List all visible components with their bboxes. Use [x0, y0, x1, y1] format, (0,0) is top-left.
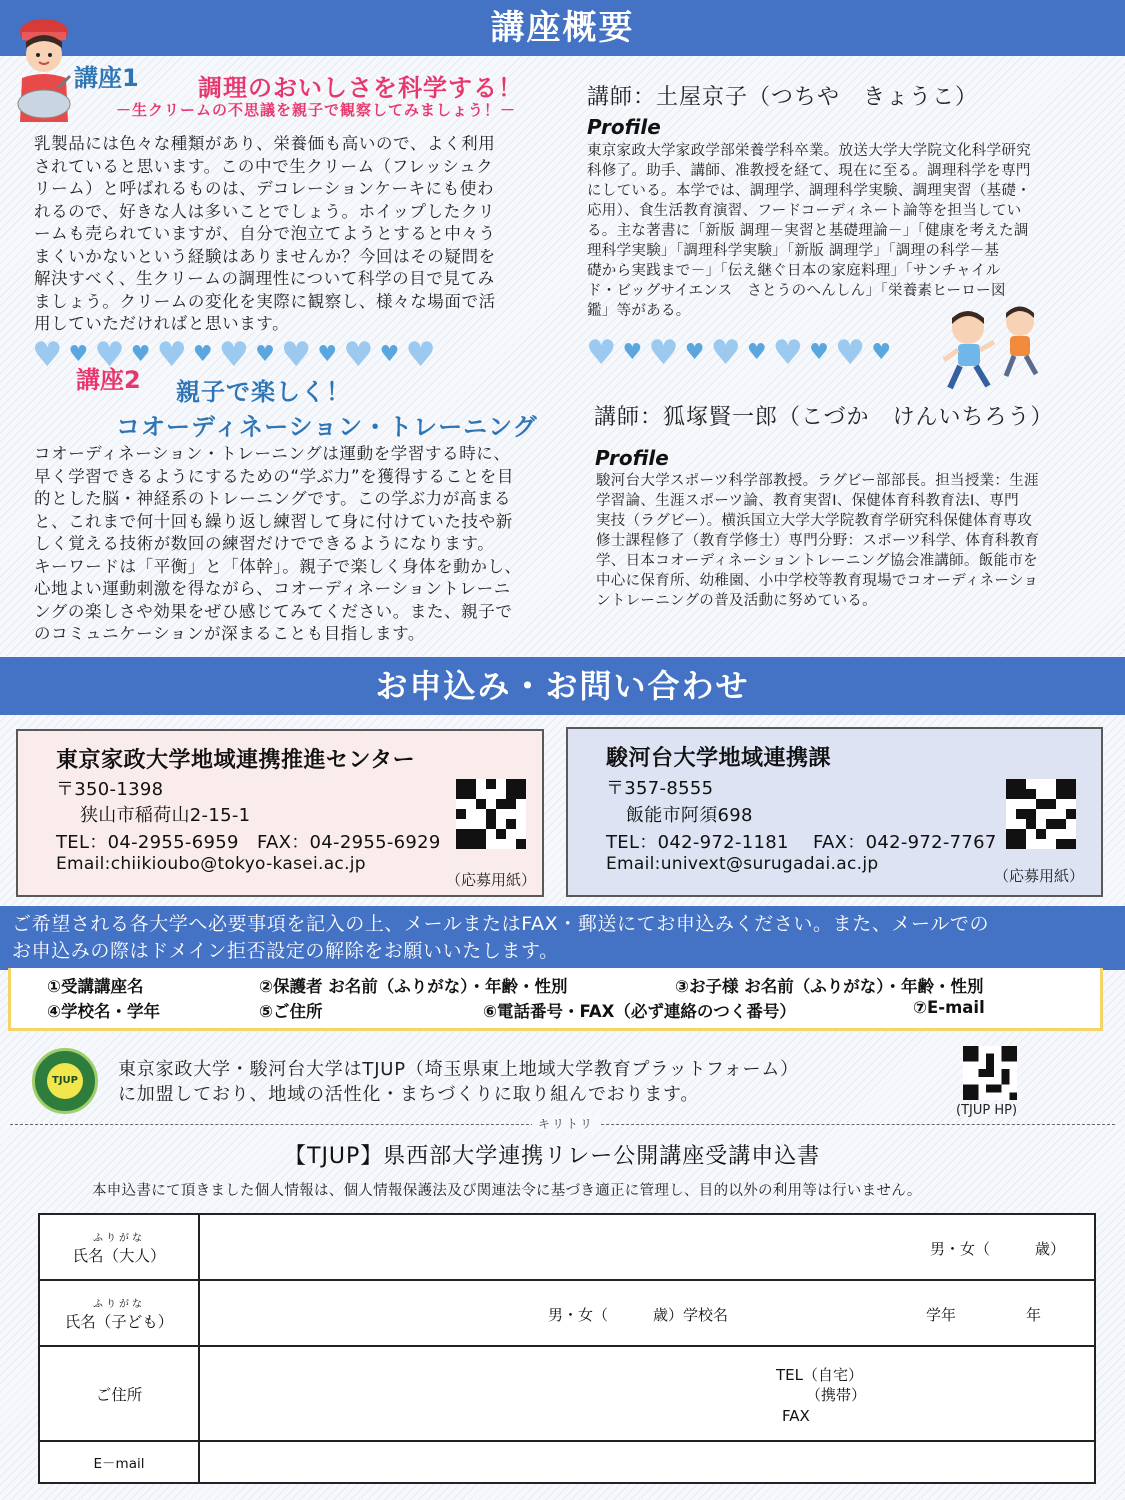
required-item: ⑤ご住所	[259, 1002, 323, 1021]
form-label	[39, 1280, 199, 1346]
lecture1-body	[34, 133, 564, 336]
chef-illustration	[8, 18, 80, 122]
nen-text: 年	[1026, 1306, 1042, 1324]
lecture1-profile-line: 鑑」等がある。	[587, 303, 691, 319]
heart-icon: ♥	[622, 340, 643, 365]
section-header-overview: 講座概要	[0, 0, 1125, 56]
label-text: 氏名（子ども）	[64, 1312, 174, 1331]
lecture2-title2: コオーディネーション・トレーニング	[116, 413, 538, 441]
heart-icon: ♥	[871, 340, 892, 365]
contact-address: 狭山市稲荷山2-15-1	[80, 805, 251, 826]
label-text: ご住所	[95, 1385, 143, 1404]
form-row-child-name	[39, 1280, 1095, 1346]
contact-name: 駿河台大学地域連携課	[606, 746, 832, 771]
heart-icon: ♥	[684, 340, 705, 365]
form-privacy-note: 本申込書にて頂きました個人情報は、個人情報保護法及び関連法令に基づき適正に管理し、目的以外の利用等は行いません。	[92, 1183, 922, 1199]
lecture1-tag	[74, 58, 139, 93]
heart-icon: ♥	[280, 335, 312, 375]
form-label	[39, 1346, 199, 1441]
tjup-description	[118, 1057, 799, 1107]
heart-icon: ♥	[94, 335, 125, 375]
required-item: ③お子様 お名前（ふりがな）・年齢・性別	[675, 977, 984, 996]
lecture2-body-line: と、これまで何十回も繰り返し練習して身に付けていた技や新	[34, 511, 513, 531]
heart-icon: ♥	[130, 342, 151, 367]
qr-code-icon[interactable]	[456, 779, 526, 849]
lecture1-profile-line: ド・ビッグサイエンス さとうのへんしん」「栄養素ヒーロー図	[587, 283, 1006, 299]
lecture1-profile-label: Profile	[587, 115, 661, 139]
required-item: ⑥電話番号・FAX（必ず連絡のつく番号）	[483, 1002, 796, 1021]
lecture2-body-line: コオーディネーション・トレーニングは運動を学習する時に、	[34, 444, 511, 463]
required-item: ①受講講座名	[47, 977, 144, 996]
contact-tel-fax: TEL：04-2955-6959 FAX：04-2955-6929	[56, 832, 441, 853]
qr-code-icon[interactable]	[1006, 779, 1076, 849]
heart-icon: ♥	[192, 342, 213, 367]
heart-icon: ♥	[834, 333, 866, 373]
tel-home-text: TEL（自宅）	[776, 1366, 863, 1384]
lecture2-body-line: ングの楽しさや効果をぜひ感じてみてください。また、親子で	[34, 601, 513, 621]
form-title: 【TJUP】県西部大学連携リレー公開講座受講申込書	[284, 1144, 821, 1169]
ruby-text: ふりがな	[93, 1298, 145, 1310]
heart-divider-right	[586, 333, 892, 373]
heart-icon: ♥	[68, 342, 89, 367]
gender-age-school-text: 男・女（ 歳）学校名	[548, 1306, 729, 1324]
tjup-logo-text: TJUP	[47, 1063, 83, 1099]
lecture1-tag-text: 講座	[74, 64, 122, 92]
lecture2-body-line: しく覚える技術が数回の練習だけでできるようになります。	[34, 534, 495, 553]
contact-name: 東京家政大学地域連携推進センター	[56, 748, 416, 773]
lecture1-profile-line: 東京家政大学家政学部栄養学科卒業。放送大学大学院文化科学研究	[587, 143, 1031, 159]
lecture1-body-line: 用していただければと思います。	[34, 314, 290, 333]
lecture2-body-line: キーワードは「平衡」と「体幹」。親子で楽しく身体を動かし、	[34, 556, 522, 576]
contact-address: 飯能市阿須698	[626, 805, 753, 826]
lecture2-profile-line: 駿河台大学スポーツ科学部教授。ラグビー部部長。担当授業：生涯	[596, 473, 1039, 489]
heart-icon: ♥	[218, 335, 250, 375]
required-item: ②保護者 お名前（ふりがな）・年齢・性別	[259, 977, 568, 996]
tjup-line: に加盟しており、地域の活性化・まちづくりに取り組んでおります。	[118, 1084, 700, 1105]
contact-zip: 〒350-1398	[56, 779, 164, 800]
lecture1-body-line: れるので、好きな人は多いことでしょう。ホイップしたクリ	[34, 201, 496, 221]
lecture2-num: 2	[124, 366, 141, 394]
lecture2-title: 親子で楽しく！	[176, 378, 351, 406]
lecture1-body-line: 解決すべく、生クリームの調理性について科学の目で見てみ	[34, 269, 495, 288]
required-items-box	[8, 968, 1103, 1031]
heart-icon: ♥	[405, 335, 436, 375]
lecture1-title: 調理のおいしさを科学する！	[198, 74, 523, 102]
lecture2-body-line: 的とした脳・神経系のトレーニングです。この学ぶ力が高まる	[34, 489, 512, 508]
form-row-adult-name	[39, 1214, 1095, 1280]
lecture1-body-line: ましょう。クリームの変化を実際に観察し、様々な場面で活	[34, 291, 496, 311]
lecture2-profile-line: 実技（ラグビー）。横浜国立大学大学院教育学研究科保健体育専攻	[596, 513, 1033, 529]
contact-box-tokyo-kasei	[16, 729, 544, 897]
heart-icon: ♥	[710, 333, 741, 373]
lecture2-body-line: 心地よい運動刺激を得ながら、コオーディネーショントレーニ	[34, 579, 511, 598]
lecture1-body-line: まくいかないという経験はありませんか？今回はその疑問を	[34, 246, 496, 266]
lecture2-body-line: 早く学習できるようにするための“学ぶ力”を獲得することを目	[34, 466, 514, 486]
running-children-illustration	[930, 300, 1050, 396]
lecture1-profile-line: 科修了。助手、講師、准教授を経て、現在に至る。調理科学を専門	[587, 163, 1031, 179]
heart-icon: ♥	[255, 342, 275, 367]
required-item: ⑦E-mail	[913, 998, 985, 1017]
heart-icon: ♥	[343, 335, 374, 375]
tjup-qr-code-icon[interactable]	[963, 1046, 1017, 1100]
lecture2-profile-line: 学習論、生涯スポーツ論、教育実習Ⅰ、保健体育科教育法Ⅰ、専門	[596, 493, 1019, 509]
tjup-logo	[32, 1048, 98, 1114]
fax-text: FAX	[782, 1407, 810, 1425]
grade-text: 学年	[926, 1306, 957, 1324]
label-text: E－mail	[93, 1456, 145, 1472]
heart-icon: ♥	[32, 335, 63, 375]
ruby-text: ふりがな	[93, 1232, 145, 1244]
application-form-table	[38, 1213, 1096, 1484]
lecture1-body-line: ームも売られていますが、自分で泡立てようとすると中々う	[34, 224, 496, 243]
lecture1-profile-line: にしている。本学では、調理学、調理科学実験、調理実習（基礎・	[587, 183, 1031, 199]
kiritori-label: キリトリ	[532, 1115, 600, 1132]
child-name-field[interactable]	[199, 1280, 1095, 1346]
lecture2-profile-line: 中心に保育所、幼稚園、小中学校等教育現場でコオーディネーショ	[596, 573, 1039, 589]
contact-box-surugadai	[566, 727, 1103, 897]
heart-icon: ♥	[746, 340, 767, 365]
address-field[interactable]	[199, 1346, 1095, 1441]
lecture2-profile-line: ントレーニングの普及活動に努めている。	[596, 593, 877, 609]
lecture2-instructor: 講師：狐塚賢一郎（こづか けんいちろう）	[594, 405, 1054, 430]
label-text: 氏名（大人）	[72, 1246, 166, 1265]
heart-icon: ♥	[772, 333, 804, 373]
heart-icon: ♥	[586, 333, 617, 373]
qr-caption: （応募用紙）	[994, 867, 1085, 885]
heart-icon: ♥	[648, 333, 679, 373]
lecture1-profile-line: 応用）、食生活教育演習、フードコーディネート論等を担当してい	[587, 203, 1022, 219]
notice-line: お申込みの際はドメイン拒否設定の解除をお願いいたします。	[12, 940, 559, 962]
form-label	[39, 1214, 199, 1280]
lecture2-profile-line: 学、日本コオーディネーショントレーニング協会准講師。飯能市を	[596, 553, 1038, 569]
lecture1-body-line: リーム）と呼ばれるものは、デコレーションケーキにも使わ	[34, 179, 495, 198]
required-item: ④学校名・学年	[47, 1002, 160, 1021]
lecture1-body-line: されていると思います。この中で生クリーム（フレッシュク	[34, 156, 494, 176]
contact-tel-fax: TEL：042-972-1181 FAX：042-972-7767	[606, 832, 997, 853]
heart-icon: ♥	[317, 342, 338, 367]
email-field[interactable]	[199, 1441, 1095, 1483]
lecture2-profile-line: 修士課程修了（教育学修士）専門分野：スポーツ科学、体育科教育	[596, 533, 1040, 549]
lecture1-body-line: 乳製品には色々な種類があり、栄養価も高いので、よく利用	[34, 134, 496, 153]
lecture2-tag	[76, 360, 141, 395]
lecture2-tag-text: 講座	[76, 366, 124, 394]
heart-icon: ♥	[809, 340, 829, 365]
lecture1-profile-line: 礎から実践まで－」「伝え継ぐ日本の家庭料理」「サンチャイル	[587, 263, 1001, 279]
lecture2-profile-label: Profile	[595, 446, 669, 470]
form-row-email	[39, 1441, 1095, 1483]
form-label	[39, 1441, 199, 1483]
adult-name-field[interactable]	[199, 1214, 1095, 1280]
qr-caption: （応募用紙）	[446, 871, 537, 889]
contact-zip: 〒357-8555	[606, 778, 714, 799]
section-header-contact: お申込み・お問い合わせ	[0, 657, 1125, 715]
application-notice	[0, 906, 1125, 970]
gender-age-text: 男・女（ 歳）	[930, 1240, 1066, 1258]
lecture1-profile	[587, 141, 1107, 321]
heart-icon: ♥	[156, 335, 187, 375]
tel-mobile-text: （携帯）	[806, 1386, 867, 1404]
tjup-qr-caption: (TJUP HP)	[956, 1103, 1018, 1118]
lecture1-subtitle: －生クリームの不思議を親子で観察してみましょう！－	[116, 101, 517, 119]
lecture2-profile	[596, 471, 1111, 611]
lecture2-body	[34, 443, 579, 646]
contact-email-link[interactable]: Email:chiikioubo@tokyo-kasei.ac.jp	[56, 854, 366, 874]
lecture1-num: 1	[122, 64, 139, 92]
lecture1-instructor: 講師：土屋京子（つちや きょうこ）	[587, 85, 979, 110]
lecture1-profile-line: 理科学実験」「調理科学実験」「新版 調理学」「調理の科学－基	[587, 243, 1000, 259]
contact-email-link[interactable]: Email:univext@surugadai.ac.jp	[606, 854, 879, 874]
heart-icon: ♥	[379, 342, 400, 367]
tjup-line: 東京家政大学・駿河台大学はTJUP（埼玉県東上地域大学教育プラットフォーム）	[118, 1059, 799, 1080]
lecture1-profile-line: る。主な著書に「新版 調理－実習と基礎理論－」「健康を考えた調	[587, 223, 1029, 239]
notice-line: ご希望される各大学へ必要事項を記入の上、メールまたはFAX・郵送にてお申込みください。また、メールでの	[12, 913, 990, 935]
form-row-address	[39, 1346, 1095, 1441]
lecture2-body-line: のコミュニケーションが深まることも目指します。	[34, 624, 425, 643]
